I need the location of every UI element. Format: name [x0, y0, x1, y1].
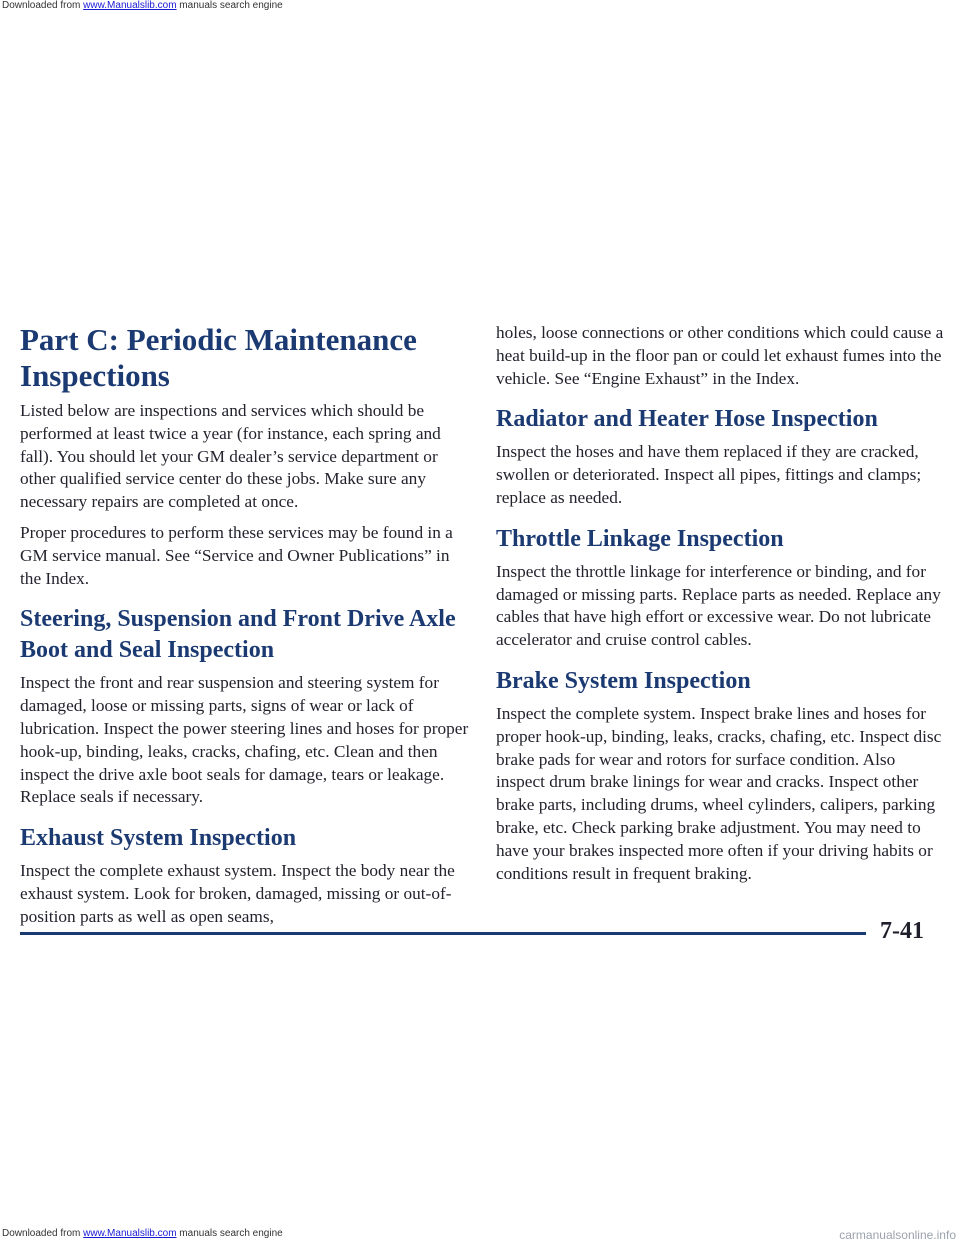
manualslib-link[interactable]: www.Manualslib.com — [83, 0, 177, 11]
download-prefix: Downloaded from — [2, 0, 84, 11]
radiator-paragraph: Inspect the hoses and have them replaced if they are cracked, swollen or deteriorated. Inspect all pipes, fittings and clamps; replace as needed. — [496, 442, 922, 507]
steering-heading: Steering, Suspension and Front Drive Axle Boot and Seal Inspection — [20, 606, 456, 664]
watermark: carmanualsonline.info — [839, 1228, 956, 1242]
download-banner-bottom — [0, 1228, 960, 1242]
brake-paragraph: Inspect the complete system. Inspect brake lines and hoses for proper hook-up, binding, leaks, cracks, chafing, etc. Inspect disc brake pads for wear and rotors for surface condition. Also inspect drum brake linings for wear and cracks. Inspect other brake parts, including drums, wheel cylinders, calipers, parking brake, etc. Check parking brake adjustment. You may need to have your brakes inspected more often if your driving habits or conditions result in frequent braking. — [496, 703, 942, 883]
page-number: 7-41 — [880, 918, 924, 944]
download-prefix-bottom: Downloaded from — [2, 1228, 84, 1239]
radiator-heading: Radiator and Heater Hose Inspection — [496, 406, 878, 433]
brake-heading: Brake System Inspection — [496, 667, 751, 694]
right-column — [496, 322, 946, 893]
exhaust-heading: Exhaust System Inspection — [20, 825, 297, 852]
throttle-paragraph: Inspect the throttle linkage for interference or binding, and for damaged or missing parts. Replace parts as needed. Replace any cables that have high effort or excessive wear. Do not lubricate accelerator and cruise control cables. — [496, 561, 941, 650]
manualslib-link-bottom[interactable]: www.Manualslib.com — [83, 1228, 177, 1239]
download-suffix: manuals search engine — [176, 0, 283, 11]
intro-paragraph-1: Listed below are inspections and services which should be performed at least twice a year (for instance, each spring and fall). You should let your GM dealer’s service department or other qualified service center do these jobs. Make sure any necessary repairs are completed at once. — [20, 401, 441, 512]
page-title: Part C: Periodic Maintenance Inspections — [20, 322, 417, 393]
left-column — [20, 322, 470, 937]
exhaust-paragraph: Inspect the complete exhaust system. Inspect the body near the exhaust system. Look for broken, damaged, missing or out-of-position parts as well as open seams, — [20, 861, 455, 926]
exhaust-continued-paragraph: holes, loose connections or other conditions which could cause a heat build-up in the floor pan or could let exhaust fumes into the vehicle. See “Engine Exhaust” in the Index. — [496, 323, 944, 388]
throttle-heading: Throttle Linkage Inspection — [496, 525, 784, 552]
steering-paragraph: Inspect the front and rear suspension and steering system for damaged, loose or missing parts, signs of wear or lack of lubrication. Inspect the power steering lines and hoses for proper hook-up, binding, leaks, cracks, chafing, etc. Clean and then inspect the drive axle boot seals for damage, tears or leakage. Replace seals if necessary. — [20, 673, 469, 807]
footer-rule — [20, 932, 866, 935]
download-suffix-bottom: manuals search engine — [176, 1228, 283, 1239]
intro-paragraph-2: Proper procedures to perform these services may be found in a GM service manual. See “Service and Owner Publications” in the Index. — [20, 522, 453, 588]
download-banner-top — [0, 0, 960, 14]
